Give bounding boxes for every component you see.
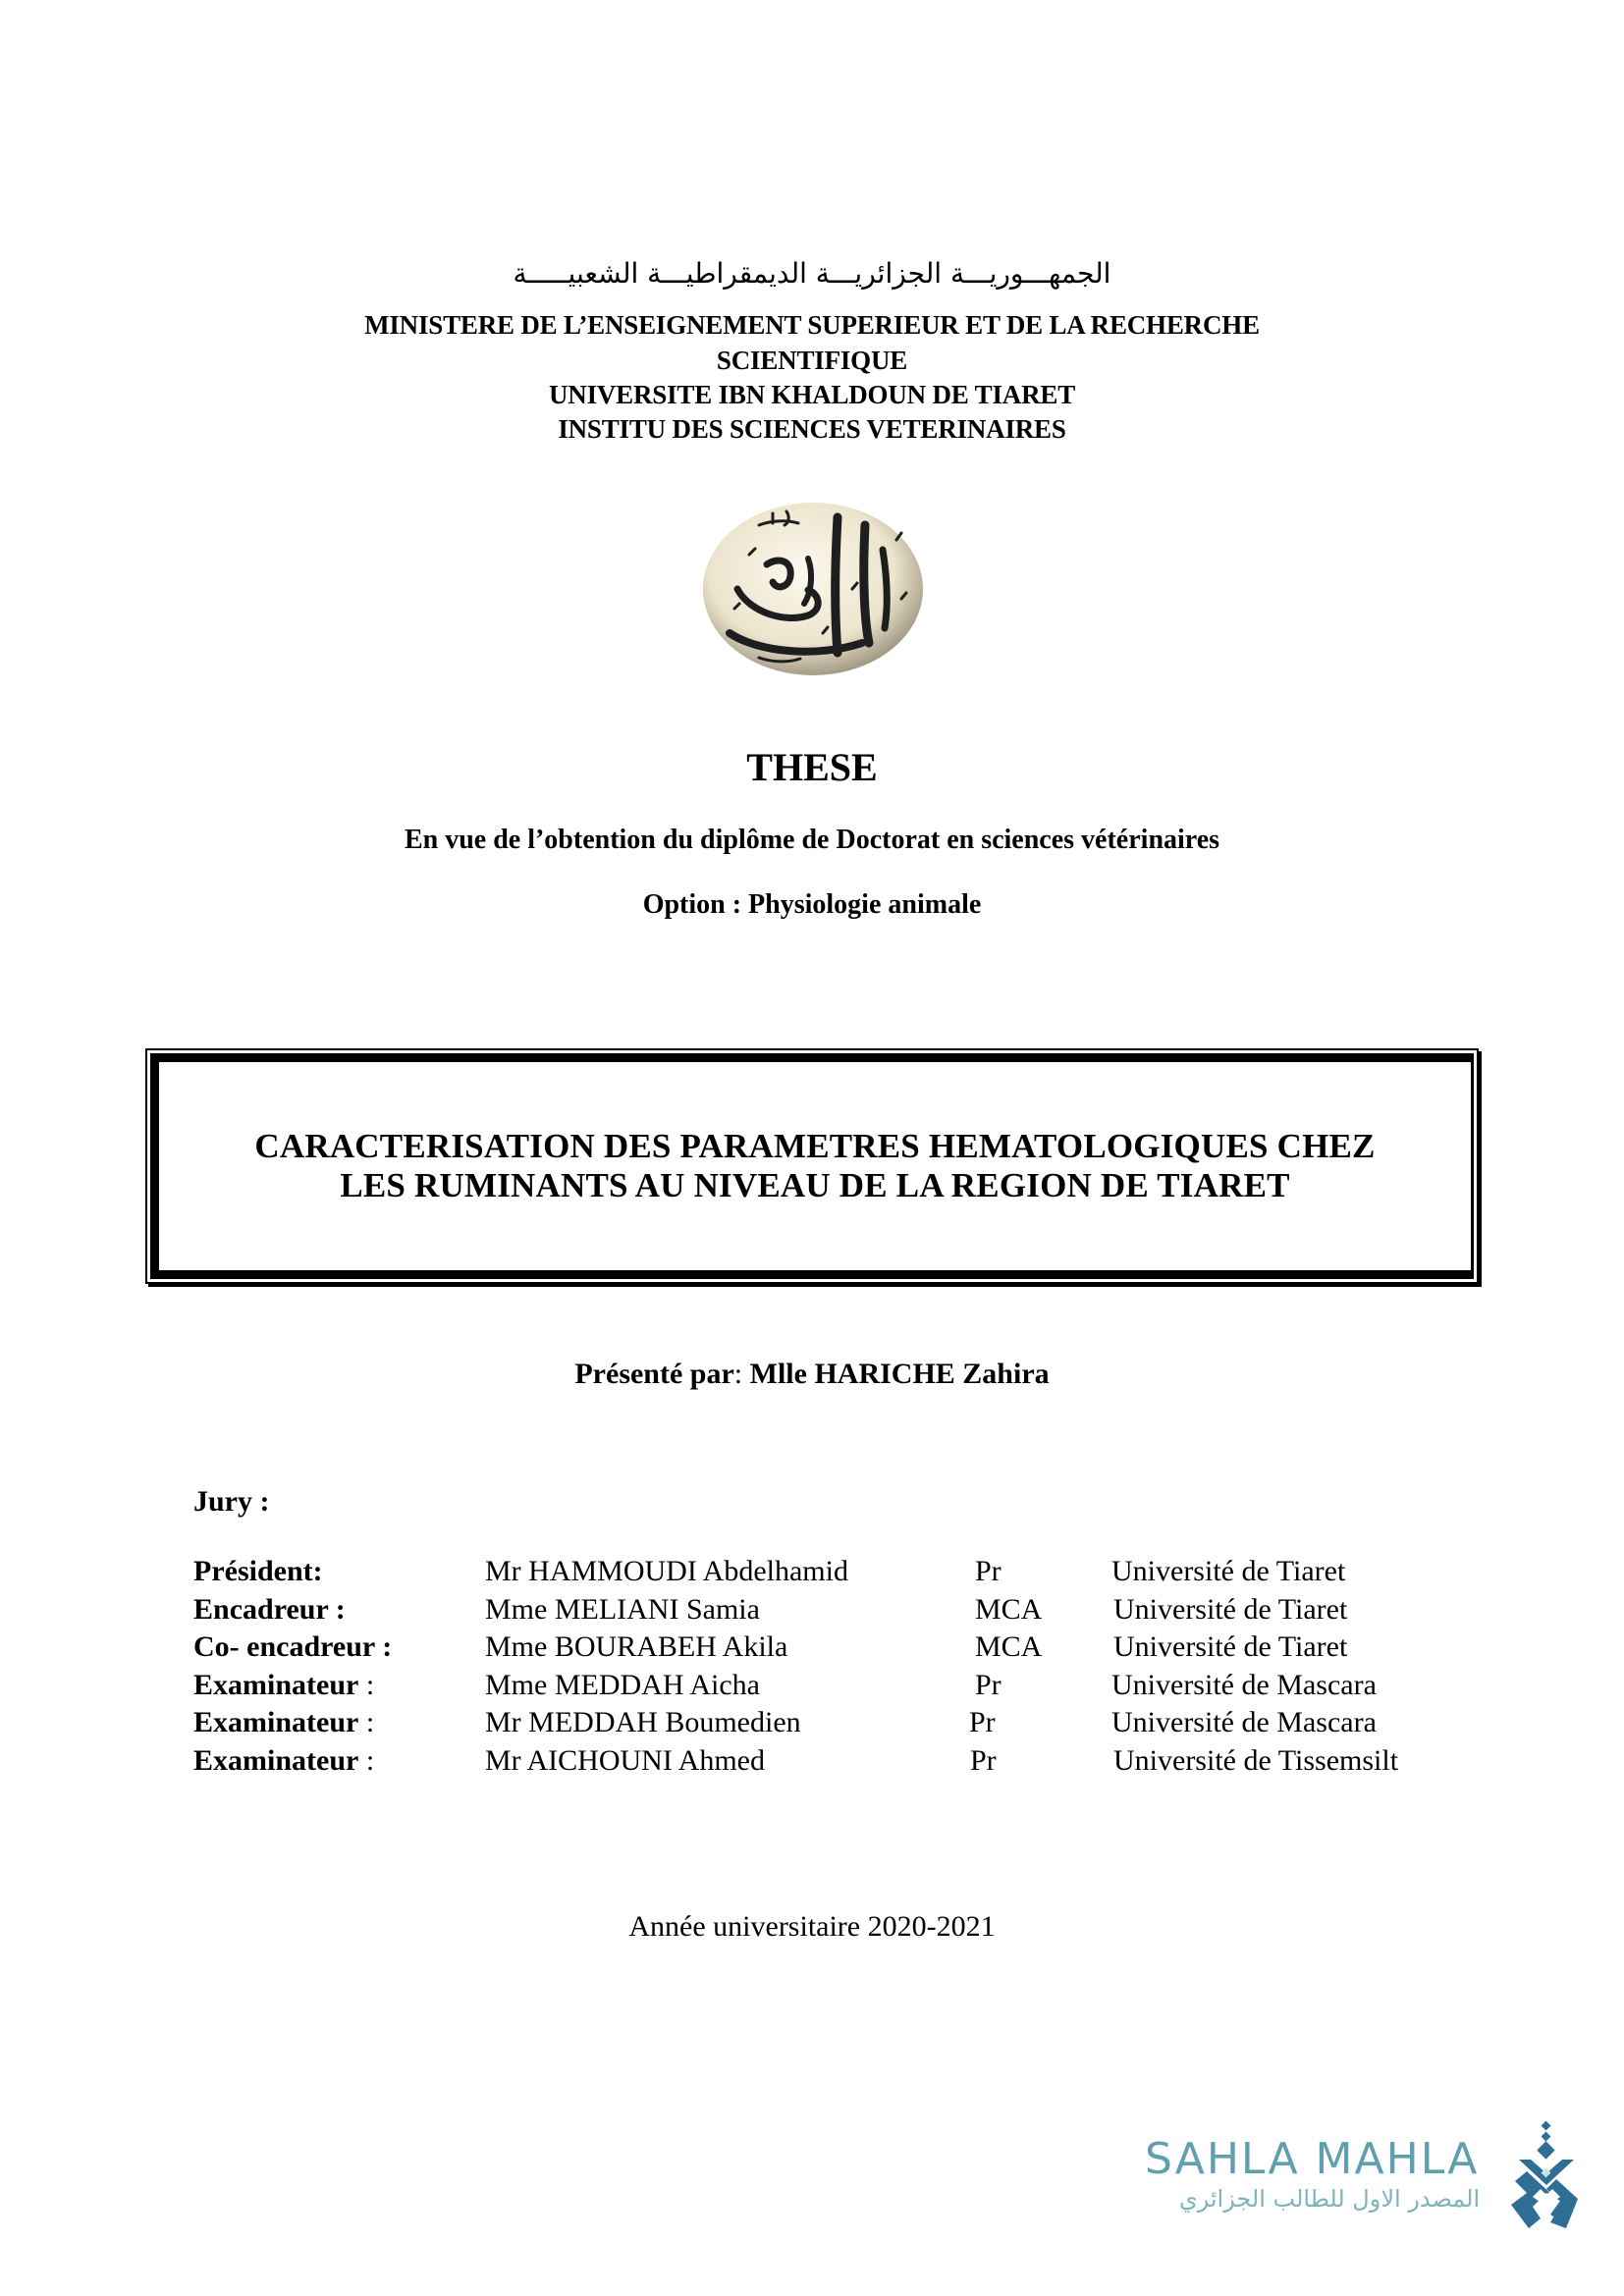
jury-role [193, 1553, 323, 1591]
jury-member-name: Mr MEDDAH Boumedien [485, 1706, 801, 1738]
jury-table [193, 1553, 1470, 1780]
jury-member-grade: MCA [975, 1630, 1043, 1663]
watermark-title: SAHLA MAHLA [1145, 2134, 1480, 2184]
watermark-subtitle: المصدر الاول للطالب الجزائري [1178, 2185, 1481, 2213]
jury-member-university: Université de Tiaret [1111, 1555, 1346, 1587]
jury-role-label: Président: [193, 1555, 323, 1587]
jury-member-name: Mr HAMMOUDI Abdelhamid [485, 1555, 848, 1587]
jury-row-examinateur-3 [193, 1742, 1470, 1781]
jury-member-university: Université de Mascara [1111, 1668, 1377, 1701]
presenter-separator: : [733, 1358, 750, 1390]
thesis-title-box-inner [150, 1053, 1474, 1279]
thesis-title-line-1: CARACTERISATION DES PARAMETRES HEMATOLOGIQUES CHEZ [254, 1127, 1376, 1165]
jury-row-examinateur-2 [193, 1704, 1470, 1742]
jury-role [193, 1591, 346, 1629]
jury-role-suffix: : [358, 1668, 375, 1701]
presenter-name: Mlle HARICHE Zahira [749, 1358, 1050, 1390]
thesis-title-box [145, 1048, 1479, 1284]
jury-row-president [193, 1553, 1470, 1591]
jury-label: Jury : [193, 1485, 270, 1518]
arabic-republic-header [0, 257, 1624, 290]
university-logo-icon [690, 496, 936, 687]
thesis-option: Option : Physiologie animale [642, 889, 982, 920]
jury-role-label: Co- encadreur : [193, 1630, 393, 1663]
thesis-purpose: En vue de l’obtention du diplôme de Doctorat en sciences vétérinaires [404, 825, 1220, 855]
jury-role [193, 1704, 374, 1742]
jury-role [193, 1667, 374, 1705]
jury-member-university: Université de Tiaret [1113, 1592, 1348, 1626]
jury-role [193, 1629, 392, 1667]
presenter-label: Présenté par [574, 1358, 734, 1390]
ministry-line-2: SCIENTIFIQUE [716, 346, 908, 375]
ministry-line-1: MINISTERE DE L’ENSEIGNEMENT SUPERIEUR ET DE LA RECHERCHE [364, 310, 1260, 340]
jury-member-grade: Pr [970, 1743, 997, 1777]
institute-name: INSTITU DES SCIENCES VETERINAIRES [558, 414, 1066, 444]
sahla-mahla-watermark [1139, 2120, 1591, 2233]
jury-role-label: Examinateur [193, 1706, 359, 1738]
presenter-line [0, 1358, 1624, 1391]
jury-member-name: Mme MEDDAH Aicha [485, 1668, 760, 1701]
jury-member-grade: Pr [975, 1668, 1001, 1701]
jury-role-label: Encadreur : [193, 1592, 346, 1626]
jury-role-suffix: : [358, 1743, 375, 1777]
arabic-republic-text: الجمهـــوريـــة الجزائريـــة الديمقراطيـــة الشعبيـــــة [513, 257, 1111, 290]
jury-role-label: Examinateur [193, 1743, 359, 1777]
jury-member-name: Mr AICHOUNI Ahmed [485, 1743, 765, 1777]
jury-member-grade: MCA [975, 1592, 1043, 1626]
jury-member-university: Université de Mascara [1111, 1706, 1377, 1738]
jury-row-examinateur-1 [193, 1667, 1470, 1705]
jury-member-university: Université de Tissemsilt [1113, 1743, 1399, 1777]
jury-member-university: Université de Tiaret [1113, 1630, 1348, 1663]
academic-year: Année universitaire 2020-2021 [628, 1910, 996, 1943]
jury-member-name: Mme MELIANI Samia [485, 1592, 760, 1626]
jury-member-grade: Pr [975, 1555, 1001, 1587]
jury-member-grade: Pr [969, 1706, 996, 1738]
jury-row-co-encadreur [193, 1629, 1470, 1667]
thesis-title-line-2: LES RUMINANTS AU NIVEAU DE LA REGION DE TIARET [340, 1166, 1290, 1204]
jury-role-label: Examinateur [193, 1668, 359, 1701]
sahla-mahla-emblem-icon [1507, 2120, 1586, 2233]
thesis-type-heading: THESE [746, 745, 878, 789]
jury-role-suffix: : [358, 1706, 375, 1738]
jury-role [193, 1742, 374, 1781]
university-name: UNIVERSITE IBN KHALDOUN DE TIARET [548, 380, 1076, 409]
jury-row-encadreur [193, 1591, 1470, 1629]
jury-member-name: Mme BOURABEH Akila [485, 1630, 788, 1663]
